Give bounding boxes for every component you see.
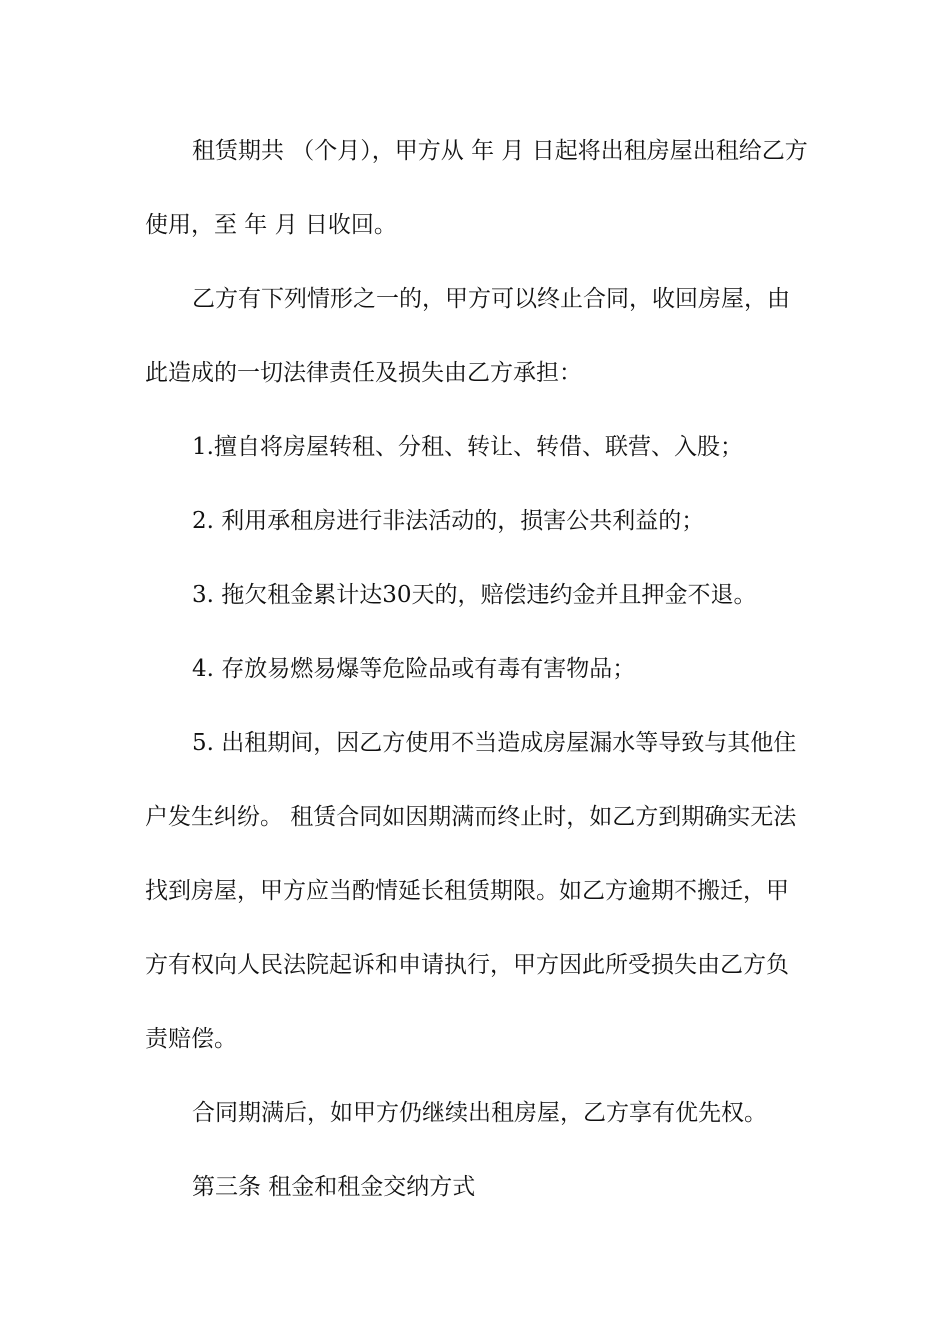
list-item-1: 1.擅自将房屋转租、分租、转让、转借、联营、入股； bbox=[192, 434, 743, 460]
list-item-5: 5. 出租期间，因乙方使用不当造成房屋漏水等导致与其他住户发生纠纷。 租赁合同如因期满而终止时，如乙方到期确实无法找到房屋，甲方应当酌情延长租赁期限。如乙方逾期不搬迁，甲方有权向人民法院起诉和申请执行，甲方因此所受损失由乙方负责赔偿。 bbox=[145, 730, 797, 1052]
paragraph-priority-right: 合同期满后，如甲方仍继续出租房屋，乙方享有优先权。 bbox=[192, 1100, 767, 1126]
paragraph-termination-conditions: 乙方有下列情形之一的，甲方可以终止合同，收回房屋，由此造成的一切法律责任及损失由乙方承担： bbox=[145, 286, 790, 386]
document-body bbox=[145, 114, 810, 1224]
section-heading-article-3: 第三条 租金和租金交纳方式 bbox=[192, 1174, 476, 1200]
list-item-2: 2. 利用承租房进行非法活动的，损害公共利益的； bbox=[192, 508, 705, 534]
list-item-4: 4. 存放易燃易爆等危险品或有毒有害物品； bbox=[192, 656, 636, 682]
list-item-3: 3. 拖欠租金累计达30天的，赔偿违约金并且押金不退。 bbox=[192, 582, 757, 608]
paragraph-lease-term: 租赁期共 （个月），甲方从 年 月 日起将出租房屋出租给乙方使用，至 年 月 日收回。 bbox=[145, 138, 808, 238]
